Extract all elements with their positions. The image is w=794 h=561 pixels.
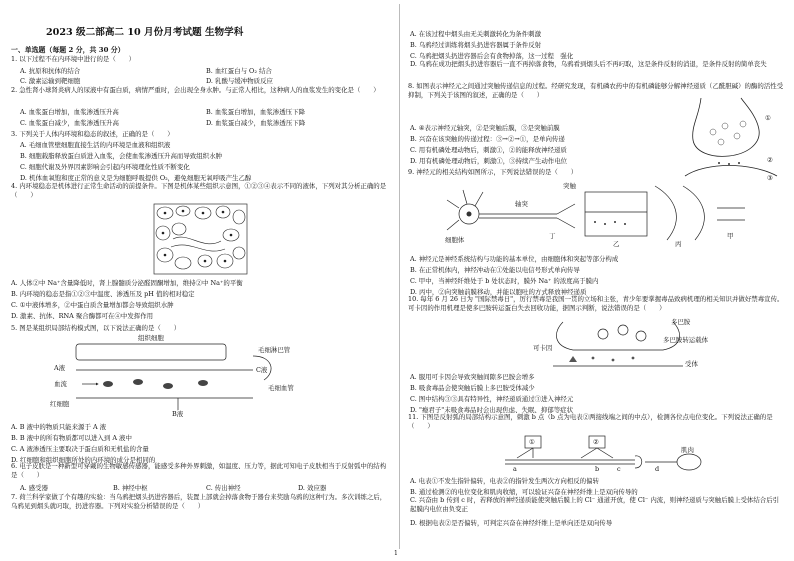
q11-label-c: c xyxy=(617,465,621,473)
q3-option-d: D. 机体血氧饱和度正常的意义是为细胞呼吸提供 O₂，避免细胞无氧呼吸产生乙醇 xyxy=(20,174,252,182)
q1-option-b: B. 血红蛋白与 O₂ 结合 xyxy=(206,67,272,75)
q11-label-meter1: ① xyxy=(529,438,535,446)
q5-label-cap: 毛细血管 xyxy=(268,384,294,392)
q5-label-a: A液 xyxy=(54,364,66,372)
section-heading: 一、单选题（每题 2 分，共 30 分） xyxy=(11,46,125,54)
q2-option-c: C. 血浆蛋白减少，血浆渗透压升高 xyxy=(20,119,119,127)
q1-option-a: A. 抗原和抗体的结合 xyxy=(20,67,81,75)
q5-label-lymph-cap: 毛细淋巴管 xyxy=(258,346,291,354)
q9-stem: 9. 神经元的相关结构如图所示，下列说法错误的是（ ） xyxy=(408,168,578,176)
q9-option-d: D. 丙中，②向突触前膜移动，并能以胞吐的方式释放神经递质 xyxy=(410,288,587,296)
left-column xyxy=(8,0,396,561)
q10-option-c: C. 图中结构③③具有特异性，神经递质通过③进入神经元 xyxy=(410,395,574,403)
q7-stem: 7. 荷兰科学家做了个有趣的实验：当乌鸦把烟头扔进容器后，装置上部就会掉落食物于器台来奖励乌鸦的这种行为。多次训练之后，乌鸦见到烟头就叼取，扔进容器。下列对实验分析错误的是（ ） xyxy=(11,493,387,511)
q9-option-c: C. 甲中，当神经纤维处于 b 处状态时，膜外 Na⁺ 的浓度高于膜内 xyxy=(410,277,599,285)
q9-label-b: 乙 xyxy=(613,240,620,248)
q6-option-c: C. 传出神经 xyxy=(206,484,241,492)
q9-label-a: 甲 xyxy=(727,232,734,240)
q5-option-d: D. 红细胞和组织细胞所处的内环境的成分是相同的 xyxy=(11,456,156,464)
dopamine-diagram xyxy=(533,318,709,370)
q8-label-3: ③ xyxy=(767,174,773,182)
q6-option-d: D. 效应器 xyxy=(298,484,327,492)
q8-option-d: D. 用有机磷处理动物后，刺激①，③持续产生动作电位 xyxy=(410,157,568,165)
q5-label-tissue: 组织细胞 xyxy=(138,334,164,342)
q4-option-b: B. 内环境的稳态是指①②③中温度、渗透压及 pH 值的相对稳定 xyxy=(11,290,195,298)
q5-option-c: C. A 液渗透压主要取决于蛋白质和无机盐的含量 xyxy=(11,445,149,453)
page-title: 2023 级二部高二 10 月份月考试题 生物学科 xyxy=(46,27,244,38)
q6-stem: 6. 电子皮肤是一种新型可穿戴的生物敏感传感器，能感受多种外界刺激，如温度、压力等，据此可知电子皮肤相当于反射弧中的结构是（ ） xyxy=(11,462,387,480)
q5-option-a: A. B 液中的物质只能来源于 A 液 xyxy=(11,423,107,431)
q10-label-transporter: 多巴胺转运载体 xyxy=(663,336,709,344)
q4-stem: 4. 内环境稳态是机体进行正常生命活动的前提条件。下图是机体某些组织示意图，①②③④表示不同的液体，下列对其分析正确的是（ ） xyxy=(11,182,387,200)
q9-label-c: 丙 xyxy=(675,240,682,248)
q8-option-a: A. ④表示神经元轴突，②是突触后膜，③是突触前膜 xyxy=(410,124,560,132)
q4-option-a: A. 人体②中 Na⁺含量降低时，肾上腺髓质分泌醛固酮增加，维持②中 Na⁺的平衡 xyxy=(11,279,243,287)
q10-label-receptor: 受体 xyxy=(685,360,698,368)
q9-option-a: A. 神经元是神经系统结构与功能的基本单位，由细胞体和突起等部分构成 xyxy=(410,255,619,263)
q5-label-rbc: 红细胞 xyxy=(50,400,70,408)
neuron-diagram xyxy=(445,178,750,250)
q10-label-cocaine: 可卡因 xyxy=(533,344,553,352)
q11-option-d: D. 根据电表②是否偏转，可判定兴奋在神经纤维上是单向还是双向传导 xyxy=(410,519,613,527)
q11-option-c: C. 兴奋由 b 传到 c 时，若释放的神经递质能使突触后膜上的 Cl⁻ 通道开放，使 Cl⁻ 内流，则神经递质与突触后膜上受体结合后引起膜内电位由负变正 xyxy=(410,496,780,514)
q1-stem: 1. 以下过程不在内环境中进行的是（ ） xyxy=(11,55,136,63)
q7-option-b: B. 乌鸦经过训练将烟头扔进容器属于条件反射 xyxy=(410,41,542,49)
q7-option-a: A. 在该过程中烟头由无关刺激转化为条件刺激 xyxy=(410,30,542,38)
q5-stem: 5. 图是某组织局部结构模式图，以下说法正确的是（ ） xyxy=(11,324,181,332)
q11-option-b: B. 通过检测②的电位变化和肌肉收缩，可以验证兴奋在神经纤维上是双向传导的 xyxy=(410,488,638,496)
q11-label-meter2: ② xyxy=(593,438,599,446)
q2-option-b: B. 血浆蛋白增加，血浆渗透压下降 xyxy=(206,108,305,116)
q5-option-b: B. B 液中的所有物质都可以进入到 A 液中 xyxy=(11,434,132,442)
page-number: 1 xyxy=(394,550,398,557)
q10-label-dopamine: 多巴胺 xyxy=(671,318,691,326)
q10-stem: 10. 每年 6 月 26 日为 "国际禁毒日"，厉行禁毒是我国一贯的立场和主张，青少年要掌握毒品致病机理的相关知识并做好禁毒宣传。可卡因的作用机理是使多巴胺转运蛋白失去回收功能，据图示判断，说法错误的是（ ） xyxy=(408,295,784,313)
q3-option-b: B. 细胞载脂释放蛋白质进入血浆，会使血浆渗透压升高而导致组织水肿 xyxy=(20,152,222,160)
q6-option-b: B. 神经中枢 xyxy=(113,484,148,492)
q11-label-a: a xyxy=(513,465,517,473)
q1-option-c: C. 激素运输到靶细胞 xyxy=(20,77,81,85)
q8-option-b: B. 兴奋在该突触的传递过程：③→②→①，是单向传递 xyxy=(410,135,565,143)
q4-option-c: C. ①中液体增多，②中蛋白质含量增加都会导致组织水肿 xyxy=(11,301,174,309)
q8-label-2: ② xyxy=(767,156,773,164)
column-divider xyxy=(399,4,400,549)
q9-label-cell-body: 细胞体 xyxy=(445,236,465,244)
reflex-arc-diagram xyxy=(505,434,705,474)
q8-stem: 8. 如图表示神经元之间通过突触传递信息的过程。经研究发现，有机磷农药中的有机磷能够分解神经递质（乙酰胆碱）的酶的活性受抑制，下列关于该图的叙述，正确的是（ ） xyxy=(408,82,784,100)
q9-label-axon: 轴突 xyxy=(515,200,528,208)
q8-option-c: C. 用有机磷处理动物后，刺激①，②的能释放神经递质 xyxy=(410,146,567,154)
capillary-diagram xyxy=(28,334,318,418)
q10-option-b: B. 吸食毒品会使突触后膜上多巴胺受体减少 xyxy=(410,384,535,392)
q5-label-flow: 血流 xyxy=(54,380,67,388)
q9-option-b: B. 在正常机体内，神经冲动在①处能以电信号形式单向传导 xyxy=(410,266,580,274)
q5-label-c: C液 xyxy=(256,366,268,374)
q2-option-a: A. 血浆蛋白增加，血浆渗透压升高 xyxy=(20,108,119,116)
q10-option-a: A. 服用可卡因会导致突触间隙多巴胺会增多 xyxy=(410,373,535,381)
q2-option-d: D. 血浆蛋白减少，血浆渗透压下降 xyxy=(206,119,306,127)
q5-label-b: B液 xyxy=(172,410,184,418)
q9-label-synapse: 突触 xyxy=(563,182,576,190)
q3-option-a: A. 毛细血管壁细胞直接生活的内环境是血液和组织液 xyxy=(20,141,171,149)
q10-option-d: D. "瘾君子"未吸食毒品时会出现焦虑、失眠、抑郁等症状 xyxy=(410,406,574,414)
q2-stem: 2. 急性肾小球肾炎病人的尿液中有蛋白质，病情严重时，会出现全身水肿。与正常人相比，这种病人的血浆发生的变化是（ ） xyxy=(11,86,380,94)
q3-stem: 3. 下列关于人体内环境和稳态的叙述，正确的是（ ） xyxy=(11,130,174,138)
q11-option-a: A. 电表①不发生指针偏转，电表②的指针发生两次方向相反的偏转 xyxy=(410,477,599,485)
q11-label-muscle: 肌肉 xyxy=(681,446,694,454)
q8-label-1: ① xyxy=(765,114,771,122)
q1-option-d: D. 乳酸与缓冲物质反应 xyxy=(206,77,273,85)
q11-label-d: d xyxy=(655,465,660,473)
q6-option-a: A. 感受器 xyxy=(20,484,49,492)
q11-stem: 11. 下图是反射弧的局部结构示意图，刺激 b 点（b 点为电表②两接线端之间的中点），检测各位点电位变化。下列说法正确的是（ ） xyxy=(408,413,773,431)
q3-option-c: C. 细胞代谢及外界因素影响会引起内环境理化性质不断变化 xyxy=(20,163,190,171)
tissue-diagram xyxy=(153,203,248,275)
q9-label-d: 丁 xyxy=(549,232,556,240)
q11-label-b: b xyxy=(595,465,600,473)
synapse-diagram xyxy=(681,96,781,186)
q7-option-c: C. 乌鸦把烟头扔进容器后会有食物掉落，这一过程 强化 xyxy=(410,52,574,60)
q7-option-d: D. 乌鸦在成功把烟头扔进容器后一直不再掉落食物，乌鸦看到烟头后不再叼取，这是条件反射的消退，是条件反射的简单丧失 xyxy=(410,60,767,68)
right-column xyxy=(405,0,789,561)
q4-option-d: D. 激素、抗体、RNA 聚合酶都可在④中发挥作用 xyxy=(11,312,154,320)
